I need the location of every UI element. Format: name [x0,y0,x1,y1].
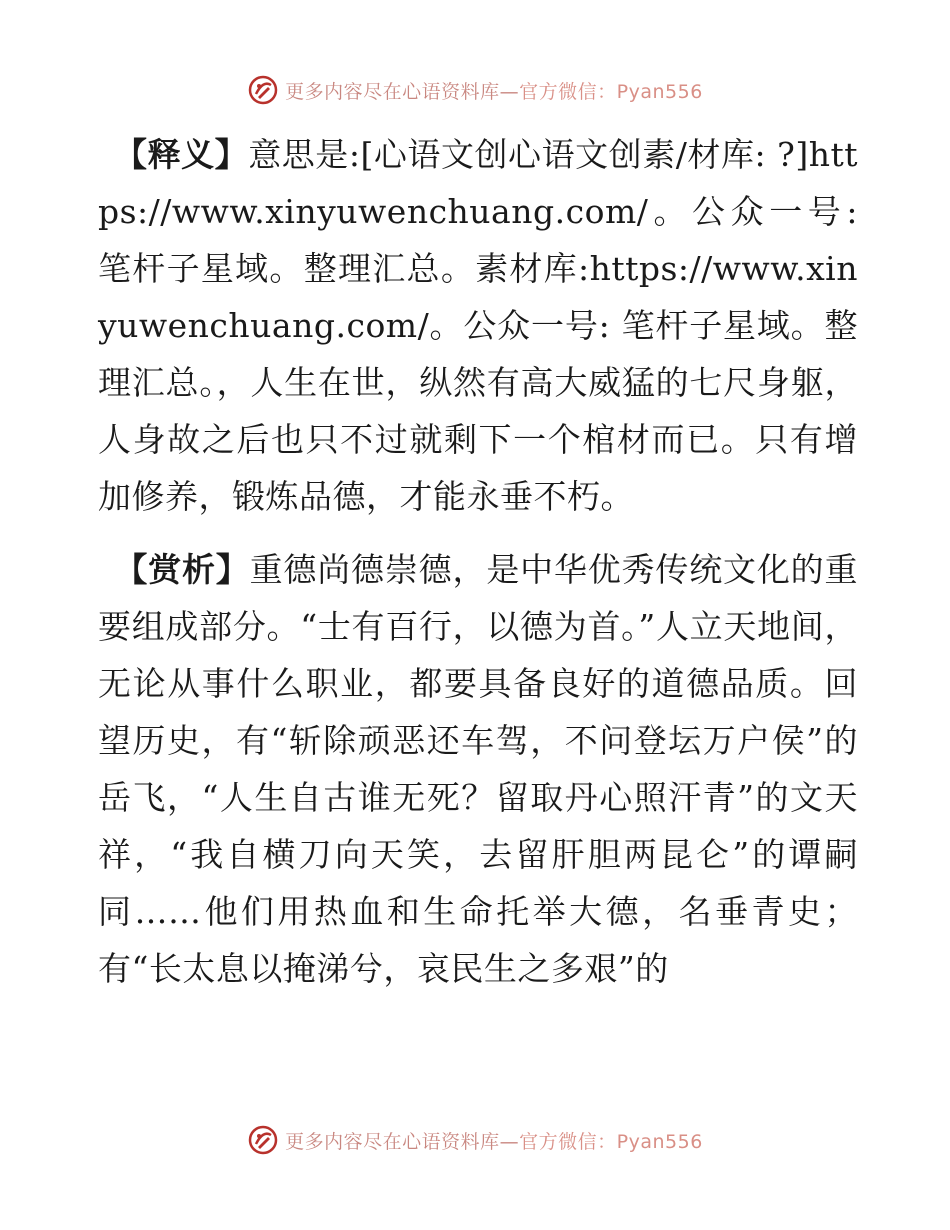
header-banner-wechat: 官方微信：Pyan556 [519,80,703,103]
brand-logo-icon [247,1124,279,1156]
header-banner-text [285,77,703,104]
footer-banner-wechat: 官方微信：Pyan556 [519,1130,703,1153]
footer-banner-text [285,1127,703,1154]
paragraph-appreciation [98,541,858,997]
paragraph-definition-text: 意思是:[心语文创心语文创素/材库: ?]https://www.xinyuwenchuang.com/。公众一号: 笔杆子星域。整理汇总。素材库:https://www.xinyuwenchuang.com/。公众一号: 笔杆子星域。整理汇总。，人生在世，纵然有高大威猛的七尺身躯，人身故之后也只不过就剩下一个棺材而已。只有增加修养，锻炼品德，才能永垂不朽。 [98,135,859,516]
header-banner-site: 更多内容尽在心语资料库— [285,80,520,103]
footer-banner-site: 更多内容尽在心语资料库— [285,1130,520,1153]
header-banner [0,70,950,110]
paragraph-appreciation-tag: 【赏析】 [114,550,250,589]
paragraph-definition-tag: 【释义】 [114,135,249,174]
paragraph-appreciation-text: 重德尚德崇德，是中华优秀传统文化的重要组成部分。“士有百行，以德为首。”人立天地间，无论从事什么职业，都要具备良好的道德品质。回望历史，有“斩除顽恶还车驾，不问登坛万户侯”的岳飞，“人生自古谁无死？留取丹心照汗青”的文天祥，“我自横刀向天笑，去留肝胆两昆仑”的谭嗣同……他们用热血和生命托举大德，名垂青史；有“长太息以掩涕兮，哀民生之多艰”的 [98,550,859,988]
document-body [98,126,858,997]
footer-banner [0,1120,950,1160]
brand-logo-icon [247,74,279,106]
paragraph-definition [98,126,858,525]
